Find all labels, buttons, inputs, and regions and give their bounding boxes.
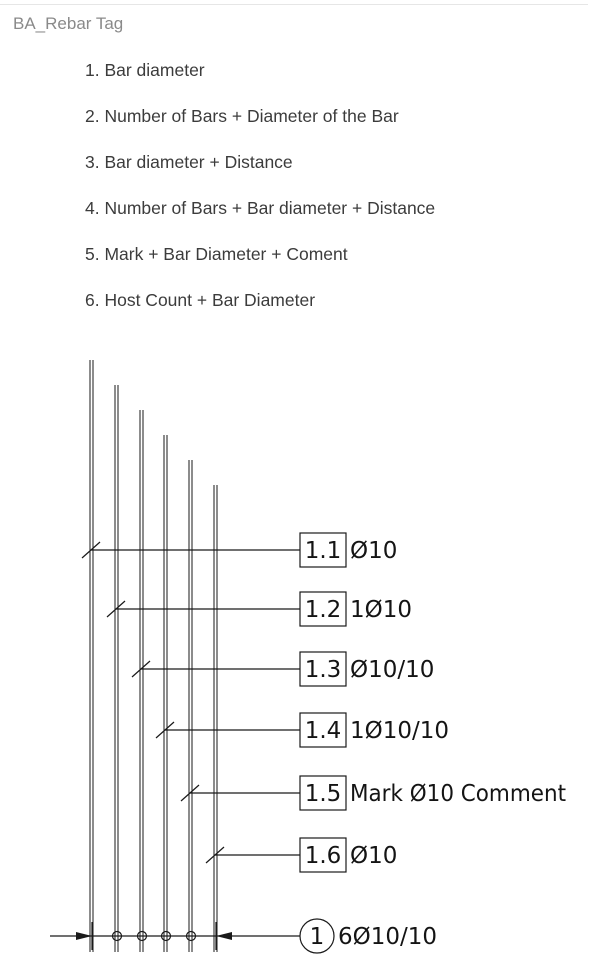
tag-number: 1.4 <box>304 718 342 744</box>
header-divider <box>0 4 588 5</box>
tag-number: 1.2 <box>304 597 342 623</box>
option-bar-diameter[interactable]: 1. Bar diameter <box>85 60 205 80</box>
rebar-bar <box>115 385 118 952</box>
host-tag-number: 1 <box>309 924 325 950</box>
tag-leader <box>107 601 300 617</box>
tag-label: Ø10 <box>350 843 398 869</box>
host-tag-label: 6Ø10/10 <box>338 924 438 950</box>
tag-label: Mark Ø10 Comment <box>350 781 566 807</box>
rebar-tag-drawing <box>0 330 611 979</box>
family-name-label: BA_Rebar Tag <box>13 14 124 33</box>
tag-leader <box>206 847 300 863</box>
option-number-diameter-distance[interactable]: 4. Number of Bars + Bar diameter + Distance <box>85 198 436 218</box>
option-diameter-plus-distance[interactable]: 3. Bar diameter + Distance <box>85 152 293 172</box>
tag-leader <box>132 661 300 677</box>
option-host-count-diameter[interactable]: 6. Host Count + Bar Diameter <box>85 290 316 310</box>
tag-label: 1Ø10 <box>350 597 413 623</box>
tag-number: 1.6 <box>304 843 342 869</box>
tag-number: 1.5 <box>304 781 342 807</box>
rebar-bar <box>90 360 93 952</box>
tag-label: Ø10/10 <box>350 657 435 683</box>
tag-label: Ø10 <box>350 538 398 564</box>
rebar-bar <box>140 410 143 952</box>
tag-leader <box>181 785 300 801</box>
rebar-bar <box>214 485 217 952</box>
tag-number: 1.1 <box>304 538 342 564</box>
arrow-left-icon <box>216 932 232 940</box>
tag-number: 1.3 <box>304 657 342 683</box>
option-number-plus-diameter[interactable]: 2. Number of Bars + Diameter of the Bar <box>85 106 399 126</box>
rebar-bar <box>189 460 192 952</box>
option-mark-diameter-comment[interactable]: 5. Mark + Bar Diameter + Coment <box>85 244 348 264</box>
tag-label: 1Ø10/10 <box>350 718 450 744</box>
tag-leader <box>156 722 300 738</box>
rebar-bar <box>164 435 167 952</box>
